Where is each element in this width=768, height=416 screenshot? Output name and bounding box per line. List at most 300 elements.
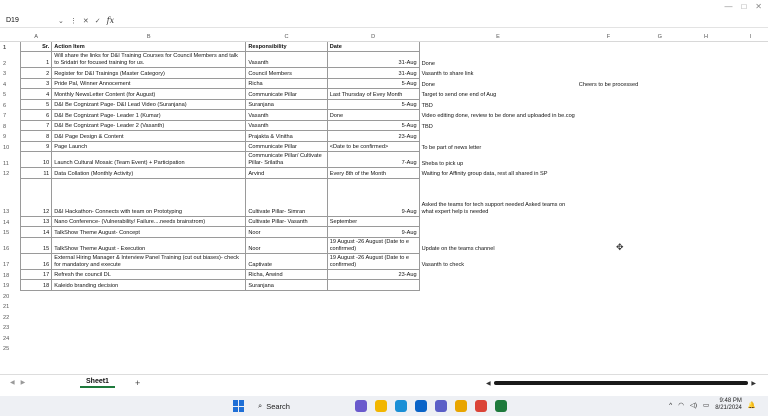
cell-i[interactable] [733, 332, 768, 343]
cancel-icon[interactable]: ✕ [82, 17, 89, 25]
cell-g[interactable] [640, 332, 679, 343]
cell-b[interactable]: Kaleido branding decision [52, 280, 246, 291]
cell-b[interactable]: D&I Be Cognizant Page- Leader 2 (Vasanth) [52, 120, 246, 131]
cell-e[interactable] [419, 269, 577, 280]
cell-e[interactable] [419, 227, 577, 238]
cell-d[interactable]: 23-Aug [327, 269, 419, 280]
cell-f[interactable] [577, 322, 640, 333]
row-header[interactable]: 23 [3, 325, 10, 331]
cell-f[interactable]: Cheers to be processed [578, 81, 639, 88]
cell-g[interactable] [640, 253, 679, 269]
cell-a[interactable]: 6 [21, 110, 52, 121]
cell-e[interactable] [419, 322, 577, 333]
cell-g[interactable] [640, 78, 679, 89]
cell-d[interactable]: 9-Aug [327, 178, 419, 216]
cell-a[interactable]: 5 [21, 99, 52, 110]
more-options-icon[interactable]: ⋮ [69, 17, 77, 25]
select-all-corner[interactable] [0, 32, 21, 41]
cell-c[interactable]: Noor [246, 237, 327, 253]
cell-e[interactable]: Video editing done, review to be done and uploaded in be.cog [421, 113, 575, 119]
cell-b[interactable]: Pride Pal, Winner Annocement [52, 78, 246, 89]
cell-f[interactable] [577, 343, 640, 354]
cell-a[interactable]: 9 [21, 141, 52, 152]
spreadsheet-grid[interactable] [0, 32, 768, 372]
cell-f[interactable] [577, 178, 640, 216]
cell-d[interactable]: 5-Aug [327, 78, 419, 89]
outlook-icon[interactable] [415, 400, 427, 412]
cell-c[interactable]: Communicate Pillar [246, 141, 327, 152]
cell-f[interactable] [577, 290, 640, 301]
cell-b[interactable]: TalkShow Theme August - Execution [52, 237, 246, 253]
cell-i[interactable] [733, 131, 768, 142]
cell-a[interactable]: 10 [21, 152, 52, 168]
cell-h[interactable] [679, 290, 732, 301]
cell-h[interactable] [679, 168, 732, 179]
cell-c[interactable] [246, 322, 327, 333]
cell-e[interactable] [419, 332, 577, 343]
cell-e[interactable] [419, 131, 577, 142]
cell-f[interactable] [577, 120, 640, 131]
cell-h[interactable] [679, 216, 732, 227]
cell-h[interactable] [679, 280, 732, 291]
cell-i[interactable] [733, 290, 768, 301]
cell-i[interactable] [733, 322, 768, 333]
cell-i[interactable] [733, 280, 768, 291]
scrollbar-thumb[interactable] [494, 381, 749, 385]
cell-i[interactable] [733, 89, 768, 100]
chevron-down-icon[interactable]: ⌄ [58, 17, 64, 25]
cell-h[interactable] [679, 301, 732, 312]
cell-e[interactable] [419, 301, 577, 312]
cell-a[interactable]: 12 [21, 178, 52, 216]
row-header[interactable]: 11 [3, 160, 9, 167]
cell-d[interactable]: 7-Aug [327, 152, 419, 168]
cell-c[interactable]: Arvind [246, 168, 327, 179]
cell-d[interactable]: Every 8th of the Month [327, 168, 419, 179]
row-header[interactable]: 25 [3, 346, 10, 352]
cell-g[interactable] [640, 290, 679, 301]
cell-g[interactable] [640, 237, 679, 253]
wifi-icon[interactable]: ◠ [678, 402, 684, 409]
taskbar-search[interactable] [258, 400, 338, 412]
cell-h[interactable] [679, 131, 732, 142]
cell-e[interactable] [419, 290, 577, 301]
cell-d[interactable]: Date [327, 41, 419, 52]
cell-f[interactable] [577, 311, 640, 322]
cell-h[interactable] [679, 110, 732, 121]
row-header[interactable]: 13 [3, 209, 10, 215]
column-header-i[interactable]: I [733, 32, 768, 41]
cell-i[interactable] [733, 99, 768, 110]
cell-g[interactable] [640, 89, 679, 100]
cell-f[interactable] [577, 216, 640, 227]
cell-f[interactable] [577, 131, 640, 142]
excel-icon[interactable] [495, 400, 507, 412]
cell-a[interactable] [21, 332, 52, 343]
sheet-tab-sheet1[interactable]: Sheet1 [80, 377, 115, 388]
cell-e[interactable]: Waiting for Affinity group data, rest all shared in SP [421, 171, 548, 177]
cell-g[interactable] [640, 110, 679, 121]
cell-g[interactable] [640, 131, 679, 142]
check-icon[interactable]: ✓ [94, 17, 101, 25]
cell-i[interactable] [733, 237, 768, 253]
cell-f[interactable] [577, 227, 640, 238]
cell-c[interactable]: Richa [246, 78, 327, 89]
cell-a[interactable]: 18 [21, 280, 52, 291]
cell-c[interactable]: Responsibility [246, 41, 327, 52]
cell-d[interactable] [327, 332, 419, 343]
cell-h[interactable] [679, 141, 732, 152]
cell-e[interactable]: Vasanth to check [421, 262, 465, 268]
cell-f[interactable] [577, 332, 640, 343]
cell-c[interactable]: Communicate Pillar/ Cultivate Pillar- Srilatha [246, 152, 327, 168]
column-header-d[interactable]: D [327, 32, 419, 41]
column-header-f[interactable]: F [577, 32, 640, 41]
cell-h[interactable] [679, 152, 732, 168]
chrome-icon[interactable] [475, 400, 487, 412]
row-header[interactable]: 21 [3, 304, 10, 310]
cell-d[interactable]: 5-Aug [327, 120, 419, 131]
cell-f[interactable] [577, 269, 640, 280]
cell-f[interactable] [577, 280, 640, 291]
cell-a[interactable]: 4 [21, 89, 52, 100]
row-header[interactable]: 7 [3, 113, 7, 119]
cell-c[interactable] [246, 311, 327, 322]
teams-icon[interactable] [435, 400, 447, 412]
cell-g[interactable] [640, 120, 679, 131]
cell-e[interactable] [419, 216, 577, 227]
column-header-a[interactable]: A [21, 32, 52, 41]
cell-b[interactable]: Launch Cultural Mosaic (Team Event) + Participation [52, 152, 246, 168]
cell-i[interactable] [733, 68, 768, 79]
cell-g[interactable] [640, 141, 679, 152]
cell-b[interactable] [52, 343, 246, 354]
cell-h[interactable] [679, 253, 732, 269]
cell-i[interactable] [733, 120, 768, 131]
file-explorer-icon[interactable] [375, 400, 387, 412]
cell-a[interactable] [21, 301, 52, 312]
maximize-icon[interactable]: □ [741, 2, 747, 11]
cell-i[interactable] [733, 141, 768, 152]
cell-g[interactable] [640, 301, 679, 312]
cell-c[interactable]: Vasanth [246, 120, 327, 131]
minimize-icon[interactable]: — [724, 2, 733, 11]
cell-a[interactable]: 13 [21, 216, 52, 227]
cell-f[interactable] [577, 152, 640, 168]
row-header[interactable]: 14 [3, 219, 10, 226]
cell-h[interactable] [679, 343, 732, 354]
cell-a[interactable]: 16 [21, 253, 52, 269]
cell-e[interactable]: Done [421, 81, 435, 88]
horizontal-scrollbar[interactable] [486, 380, 756, 386]
cell-b[interactable]: Register for D&I Trainings (Master Category) [52, 68, 246, 79]
folder-icon[interactable] [455, 400, 467, 412]
cell-h[interactable] [679, 68, 732, 79]
cell-g[interactable] [640, 343, 679, 354]
cell-g[interactable] [640, 311, 679, 322]
cell-i[interactable] [733, 52, 768, 68]
cell-g[interactable] [640, 99, 679, 110]
row-header[interactable]: 9 [3, 134, 7, 140]
cell-h[interactable] [679, 78, 732, 89]
cell-d[interactable] [327, 301, 419, 312]
cell-i[interactable] [733, 301, 768, 312]
cell-i[interactable] [733, 41, 768, 52]
cell-d[interactable] [327, 322, 419, 333]
cell-b[interactable]: D&I Page Design & Content [52, 131, 246, 142]
cell-a[interactable] [21, 322, 52, 333]
cell-b[interactable]: D&I Hackathon- Connects with team on Prototyping [52, 178, 246, 216]
row-header[interactable]: 12 [3, 171, 10, 177]
cell-f[interactable] [577, 168, 640, 179]
cell-d[interactable]: 31-Aug [327, 68, 419, 79]
cell-i[interactable] [733, 227, 768, 238]
table-row [0, 301, 768, 312]
battery-icon[interactable]: ▭ [703, 402, 710, 409]
cell-d[interactable]: 5-Aug [327, 99, 419, 110]
cell-c[interactable]: Council Members [246, 68, 327, 79]
cell-b[interactable]: Monthly NewsLetter Content (for August) [52, 89, 246, 100]
cell-e[interactable]: Sheba to pick up [421, 160, 464, 167]
cell-f[interactable] [577, 68, 640, 79]
cell-c[interactable] [246, 301, 327, 312]
cell-f[interactable] [577, 99, 640, 110]
cell-c[interactable]: Communicate Pillar [246, 89, 327, 100]
column-header-e[interactable]: E [419, 32, 577, 41]
cell-g[interactable] [640, 227, 679, 238]
column-header-h[interactable]: H [679, 32, 732, 41]
cell-c[interactable]: Richa, Arwind [246, 269, 327, 280]
cell-f[interactable] [577, 301, 640, 312]
column-header-row [0, 32, 768, 41]
cell-d[interactable]: Done [327, 110, 419, 121]
cell-h[interactable] [679, 322, 732, 333]
cell-h[interactable] [679, 178, 732, 216]
cell-e[interactable]: To be part of news letter [421, 144, 482, 151]
cell-c[interactable]: Suranjana [246, 280, 327, 291]
cell-d[interactable] [327, 311, 419, 322]
cell-e[interactable]: Asked the teams for tech support needed Asked teams on what expert help is needed [421, 202, 566, 215]
window-controls [724, 2, 762, 11]
row-header[interactable]: 22 [3, 314, 10, 321]
row-header[interactable]: 16 [3, 246, 10, 252]
name-box[interactable]: D19 [6, 17, 19, 24]
cell-c[interactable]: Suranjana [246, 99, 327, 110]
cell-e[interactable]: Vasanth to share link [421, 71, 474, 77]
cell-c[interactable]: Vasanth [246, 110, 327, 121]
cell-i[interactable] [733, 253, 768, 269]
cell-c[interactable] [246, 343, 327, 354]
cell-c[interactable] [246, 290, 327, 301]
cell-g[interactable] [640, 68, 679, 79]
cell-g[interactable] [640, 280, 679, 291]
cell-e[interactable] [419, 311, 577, 322]
cell-f[interactable] [577, 110, 640, 121]
cell-g[interactable] [640, 152, 679, 168]
cell-d[interactable]: 19 August -26 August (Date to e confirmed) [327, 253, 419, 269]
cell-a[interactable]: 17 [21, 269, 52, 280]
cell-f[interactable] [577, 89, 640, 100]
column-header-b[interactable]: B [52, 32, 246, 41]
cell-d[interactable]: 23-Aug [327, 131, 419, 142]
cell-i[interactable] [733, 152, 768, 168]
formula-bar [0, 14, 768, 28]
cell-d[interactable] [327, 290, 419, 301]
row-header[interactable]: 2 [3, 60, 7, 67]
row-header[interactable]: 17 [3, 262, 10, 268]
row-header[interactable]: 10 [3, 144, 10, 151]
cell-h[interactable] [679, 120, 732, 131]
cell-d[interactable]: Last Thursday of Evey Month [327, 89, 419, 100]
cell-d[interactable]: 9-Aug [327, 227, 419, 238]
cell-b[interactable]: Page Launch [52, 141, 246, 152]
cell-d[interactable]: September [327, 216, 419, 227]
cell-h[interactable] [679, 311, 732, 322]
cell-i[interactable] [733, 110, 768, 121]
row-header[interactable]: 24 [3, 335, 10, 342]
cell-f[interactable] [577, 237, 640, 253]
formula-input[interactable] [120, 15, 768, 26]
column-header-c[interactable]: C [246, 32, 327, 41]
cell-e[interactable]: TBD [421, 123, 433, 130]
cell-d[interactable] [327, 343, 419, 354]
next-sheet-icon[interactable]: ▶ [20, 380, 26, 386]
cell-b[interactable]: TalkShow Theme August- Concept [52, 227, 246, 238]
cell-b[interactable]: Data Collation (Monthly Activity) [52, 168, 246, 179]
cell-c[interactable]: Cultivate Pillar- Simran [246, 178, 327, 216]
scroll-left-icon[interactable]: ◀ [486, 380, 491, 387]
cell-a[interactable]: Sr. [21, 41, 52, 52]
cell-e[interactable] [419, 343, 577, 354]
row-header[interactable]: 19 [3, 283, 10, 289]
cell-c[interactable]: Prajakta & Vinitha [246, 131, 327, 142]
cell-i[interactable] [733, 168, 768, 179]
edge-icon[interactable] [395, 400, 407, 412]
system-tray [669, 398, 756, 412]
notification-icon[interactable]: 🔔 [747, 402, 756, 409]
cell-h[interactable] [679, 89, 732, 100]
cell-e[interactable] [419, 41, 577, 52]
volume-icon[interactable]: ◁) [689, 402, 698, 409]
row-header[interactable]: 8 [3, 123, 7, 130]
row-header[interactable]: 5 [3, 92, 7, 98]
cell-g[interactable] [640, 52, 679, 68]
cell-b[interactable]: External Hiring Manager & Interview Panel Training (cut out biases)- check for mandatory and execute [52, 253, 246, 269]
close-icon[interactable]: ✕ [755, 2, 762, 11]
cell-c[interactable]: Cultivate Pillar- Vasanth [246, 216, 327, 227]
cell-h[interactable] [679, 52, 732, 68]
cell-c[interactable]: Vasanth [246, 52, 327, 68]
column-header-g[interactable]: G [640, 32, 679, 41]
cell-d[interactable] [327, 280, 419, 291]
cell-b[interactable] [52, 311, 246, 322]
cell-h[interactable] [679, 99, 732, 110]
cell-f[interactable] [577, 41, 640, 52]
cell-i[interactable] [733, 78, 768, 89]
cell-a[interactable]: 15 [21, 237, 52, 253]
cell-a[interactable] [21, 311, 52, 322]
chevron-up-icon[interactable]: ^ [669, 401, 673, 409]
cell-a[interactable]: 2 [21, 68, 52, 79]
cell-a[interactable]: 14 [21, 227, 52, 238]
cell-h[interactable] [679, 237, 732, 253]
cell-i[interactable] [733, 178, 768, 216]
cell-d[interactable]: 31-Aug [327, 52, 419, 68]
cell-c[interactable]: Captivate [246, 253, 327, 269]
cell-b[interactable]: Nano Conference- (Vulnerability/ Failure....needs brainstrom) [52, 216, 246, 227]
row-header[interactable]: 1 [3, 44, 7, 51]
cell-h[interactable] [679, 227, 732, 238]
row-header[interactable]: 6 [3, 102, 7, 109]
cell-h[interactable] [679, 269, 732, 280]
cell-d[interactable]: <Date to be confirmed> [327, 141, 419, 152]
cell-a[interactable] [21, 343, 52, 354]
cell-a[interactable] [21, 290, 52, 301]
row-header[interactable]: 20 [3, 293, 10, 300]
cell-b[interactable] [52, 322, 246, 333]
cell-i[interactable] [733, 311, 768, 322]
windows-start-icon[interactable] [233, 400, 245, 412]
cell-i[interactable] [733, 216, 768, 227]
cell-g[interactable] [640, 216, 679, 227]
cell-c[interactable] [246, 332, 327, 343]
cell-a[interactable]: 11 [21, 168, 52, 179]
cell-b[interactable]: D&I Be Cognizant Page- Leader 1 (Kumar) [52, 110, 246, 121]
cell-g[interactable] [640, 168, 679, 179]
cell-h[interactable] [679, 41, 732, 52]
clock[interactable] [715, 398, 742, 412]
scroll-right-icon[interactable]: ▶ [751, 380, 756, 387]
cell-a[interactable]: 3 [21, 78, 52, 89]
row-header[interactable]: 15 [3, 230, 10, 236]
cell-e[interactable]: TBD [421, 102, 433, 109]
add-sheet-button[interactable]: + [134, 377, 141, 388]
row-header[interactable]: 4 [3, 81, 7, 88]
cell-b[interactable] [52, 332, 246, 343]
cell-a[interactable]: 8 [21, 131, 52, 142]
cell-i[interactable] [733, 343, 768, 354]
cell-f[interactable] [577, 52, 640, 68]
cell-g[interactable] [640, 269, 679, 280]
cell-f[interactable] [577, 253, 640, 269]
cell-c[interactable]: Noor [246, 227, 327, 238]
cell-f[interactable] [577, 141, 640, 152]
function-icon[interactable]: fx [106, 16, 115, 25]
widget-icon[interactable] [355, 400, 367, 412]
cell-b[interactable]: D&I Be Cognizant Page- D&I Lead Video (Suranjana) [52, 99, 246, 110]
prev-sheet-icon[interactable]: ◀ [10, 380, 15, 386]
cell-i[interactable] [733, 269, 768, 280]
row-header[interactable]: 18 [3, 272, 10, 279]
cell-e[interactable]: Done [421, 60, 435, 67]
cell-a[interactable]: 7 [21, 120, 52, 131]
cell-b[interactable] [52, 290, 246, 301]
cell-a[interactable]: 1 [21, 52, 52, 68]
cell-g[interactable] [640, 41, 679, 52]
cell-e[interactable]: Update on the teams channel [421, 246, 495, 252]
cell-g[interactable] [640, 322, 679, 333]
cell-h[interactable] [679, 332, 732, 343]
cell-b[interactable]: Will share the links for D&I Training Courses for Council Members and talk to Sridatri for focused training for us. [52, 52, 246, 68]
cell-b[interactable]: Action Item [52, 41, 246, 52]
cell-b[interactable]: Refresh the council DL [52, 269, 246, 280]
cell-g[interactable] [640, 178, 679, 216]
cell-e[interactable] [419, 280, 577, 291]
cell-e[interactable]: Target to send one end of Aug [421, 92, 497, 98]
cell-d[interactable]: 19 August -26 August (Date to e confirmed) [327, 237, 419, 253]
cell-b[interactable] [52, 301, 246, 312]
row-header[interactable]: 3 [3, 71, 7, 77]
